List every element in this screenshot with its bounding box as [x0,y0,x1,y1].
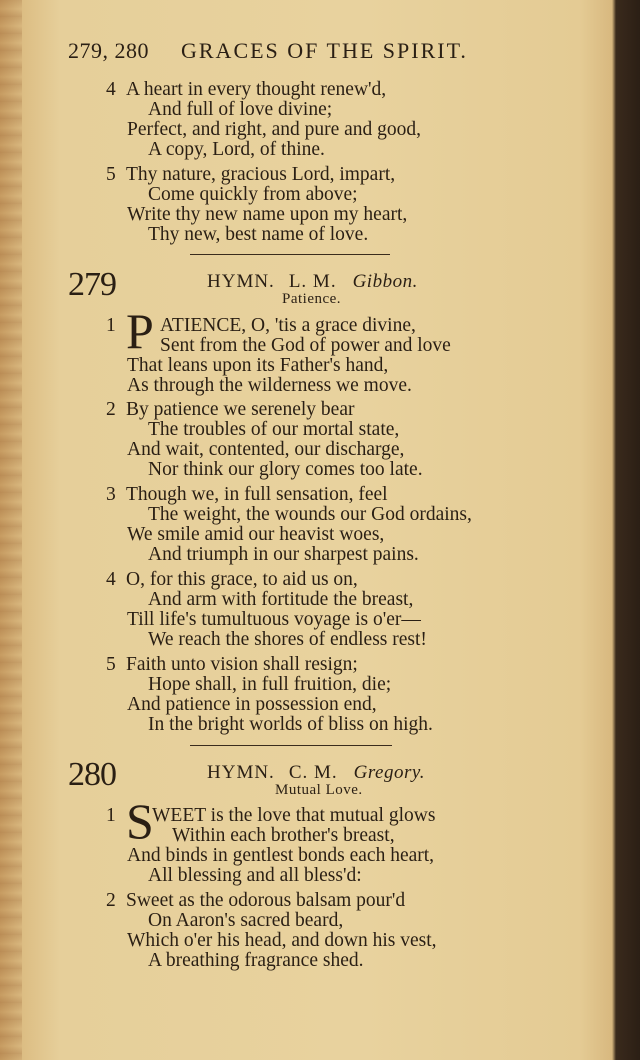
verse-line: We reach the shores of endless rest! [148,629,427,650]
verse-line: Nor think our glory comes too late. [148,459,423,480]
page-numbers: 279, 280 [68,38,149,63]
running-title: GRACES OF THE SPIRIT. [181,38,468,63]
hymn-subject: Mutual Love. [275,782,363,798]
drop-cap: S [126,793,154,849]
page-edge [0,0,22,1060]
verse-line: Thy new, best name of love. [148,224,369,245]
verse-line: 4 O, for this grace, to aid us on, [106,569,358,590]
verse-line: And patience in possession end, [127,694,377,715]
verse-line: A breathing fragrance shed. [148,950,364,971]
verse-line: A copy, Lord, of thine. [148,139,325,160]
verse-line: Hope shall, in full fruition, die; [148,674,392,695]
verse-line: That leans upon its Father's hand, [127,355,389,376]
verse-line: The troubles of our mortal state, [148,419,400,440]
verse-line: Which o'er his head, and down his vest, [127,930,437,951]
verse-line: 4 A heart in every thought renew'd, [106,79,387,100]
verse-line: 5 Faith unto vision shall resign; [106,654,358,675]
verse-line: On Aaron's sacred beard, [148,910,344,931]
verse-line: 3 Though we, in full sensation, feel [106,484,388,505]
hymn-heading: HYMN. C. M. Gregory. [207,762,426,783]
verse-line: Write thy new name upon my heart, [127,204,408,225]
verse-line: 2 Sweet as the odorous balsam pour'd [106,890,406,911]
hymn-number: 279 [68,266,116,303]
section-divider [190,254,390,255]
verse-line: The weight, the wounds our God ordains, [148,504,472,525]
verse-line: Sent from the God of power and love [160,335,451,356]
verse-line: And triumph in our sharpest pains. [148,544,419,565]
verse-line: All blessing and all bless'd: [148,865,362,886]
verse-line: We smile amid our heavist woes, [127,524,385,545]
verse-line: And binds in gentlest bonds each heart, [127,845,435,866]
verse-line: Till life's tumultuous voyage is o'er— [127,609,421,630]
verse-number: 1 [106,805,116,826]
verse-line: Come quickly from above; [148,184,358,205]
verse-line: Perfect, and right, and pure and good, [127,119,422,140]
verse-line: WEET is the love that mutual glows [152,805,436,826]
verse-number: 1 [106,315,116,336]
verse-line: 2 By patience we serenely bear [106,399,355,420]
section-divider [190,745,392,746]
verse-line: And full of love divine; [148,99,333,120]
verse-line: Within each brother's breast, [172,825,395,846]
drop-cap: P [126,303,154,359]
hymn-number: 280 [68,756,116,793]
hymn-subject: Patience. [282,291,342,307]
verse-line: And wait, contented, our discharge, [127,439,405,460]
running-head [68,38,468,64]
verse-line: ATIENCE, O, 'tis a grace divine, [160,315,416,336]
verse-line: 5 Thy nature, gracious Lord, impart, [106,164,396,185]
verse-line: In the bright worlds of bliss on high. [148,714,433,735]
verse-line: And arm with fortitude the breast, [148,589,414,610]
verse-line: As through the wilderness we move. [127,375,412,396]
hymn-heading: HYMN. L. M. Gibbon. [207,271,418,292]
